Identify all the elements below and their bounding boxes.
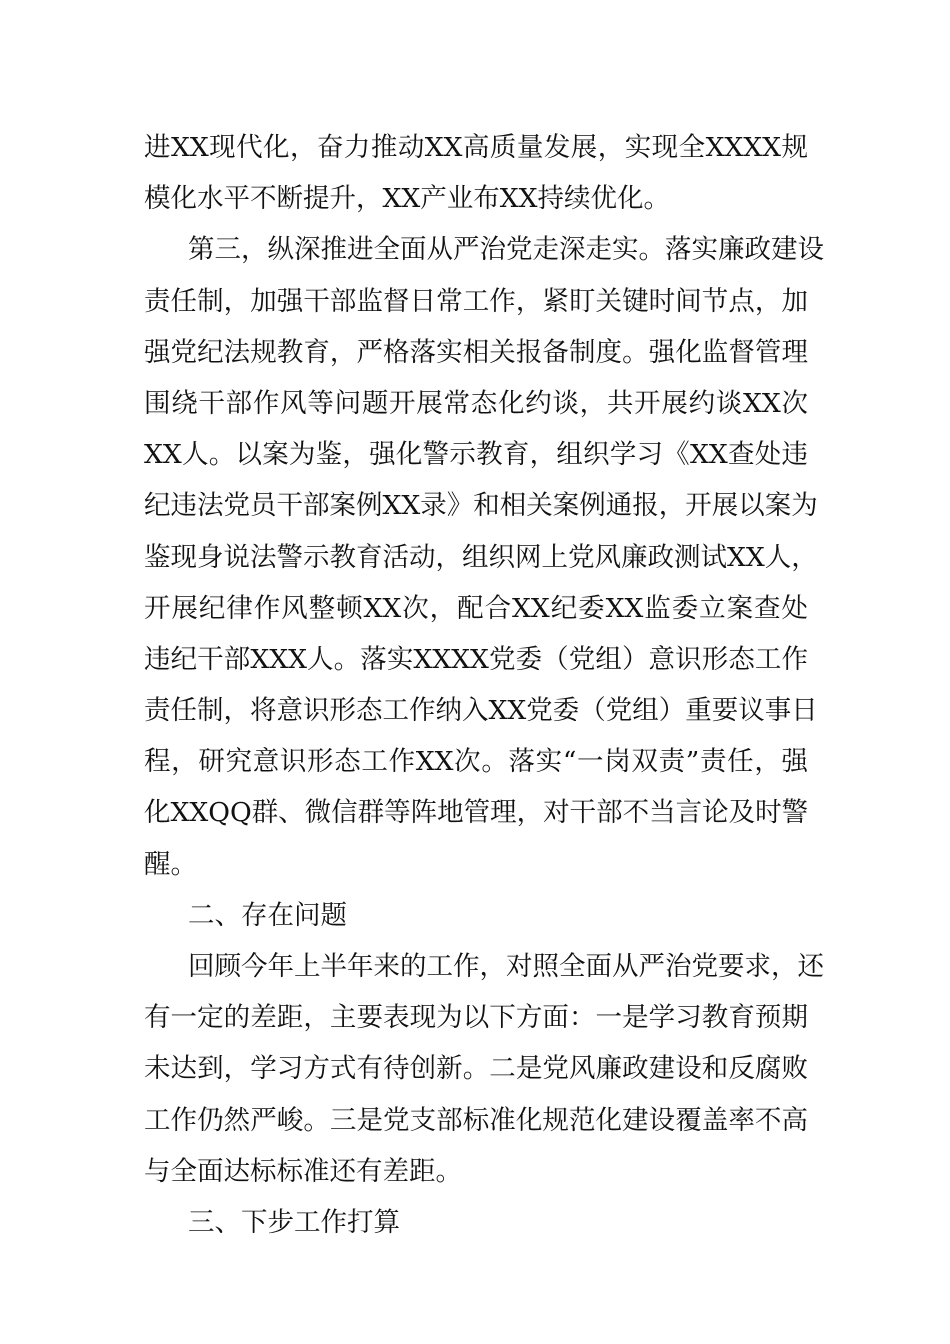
text-line: 有一定的差距，主要表现为以下方面：一是学习教育预期: [144, 1002, 808, 1034]
text-line: 纪违法党员干部案例XX录》和相关案例通报，开展以案为: [144, 490, 818, 522]
text-line: 醒。: [144, 848, 197, 880]
text-line: 进XX现代化，奋力推动XX高质量发展，实现全XXXX规: [144, 132, 808, 163]
text-line: 回顾今年上半年来的工作，对照全面从严治党要求，还: [188, 951, 824, 982]
text-line: 违纪干部XXX人。落实XXXX党委（党组）意识形态工作: [144, 643, 808, 675]
text-line: 责任制，加强干部监督日常工作，紧盯关键时间节点，加: [144, 285, 808, 317]
document-body: [144, 122, 824, 1248]
text-line: 模化水平不断提升，XX产业布XX持续优化。: [144, 183, 670, 215]
text-line: 程，研究意识形态工作XX次。落实“一岗双责”责任，强: [144, 746, 808, 778]
text-line: 化XXQQ群、微信群等阵地管理，对干部不当言论及时警: [144, 797, 809, 829]
text-line: 工作仍然严峻。三是党支部标准化规范化建设覆盖率不高: [144, 1104, 808, 1136]
text-line: 与全面达标标准还有差距。: [144, 1155, 462, 1187]
text-line: 责任制，将意识形态工作纳入XX党委（党组）重要议事日: [144, 695, 818, 727]
text-line: 开展纪律作风整顿XX次，配合XX纪委XX监委立案查处: [144, 592, 808, 624]
section-heading-issues: 二、存在问题: [188, 899, 347, 931]
text-line: XX人。以案为鉴，强化警示教育，组织学习《XX查处违: [144, 439, 808, 471]
text-line: 鉴现身说法警示教育活动，组织网上党风廉政测试XX人，: [144, 541, 818, 573]
text-line: 未达到，学习方式有待创新。二是党风廉政建设和反腐败: [144, 1053, 808, 1085]
text-line: 强党纪法规教育，严格落实相关报备制度。强化监督管理: [144, 336, 808, 368]
section-heading-next-steps: 三、下步工作打算: [188, 1206, 400, 1238]
text-line: 第三，纵深推进全面从严治党走深走实。落实廉政建设: [188, 234, 824, 266]
text-line: 围绕干部作风等问题开展常态化约谈，共开展约谈XX次: [144, 387, 808, 419]
